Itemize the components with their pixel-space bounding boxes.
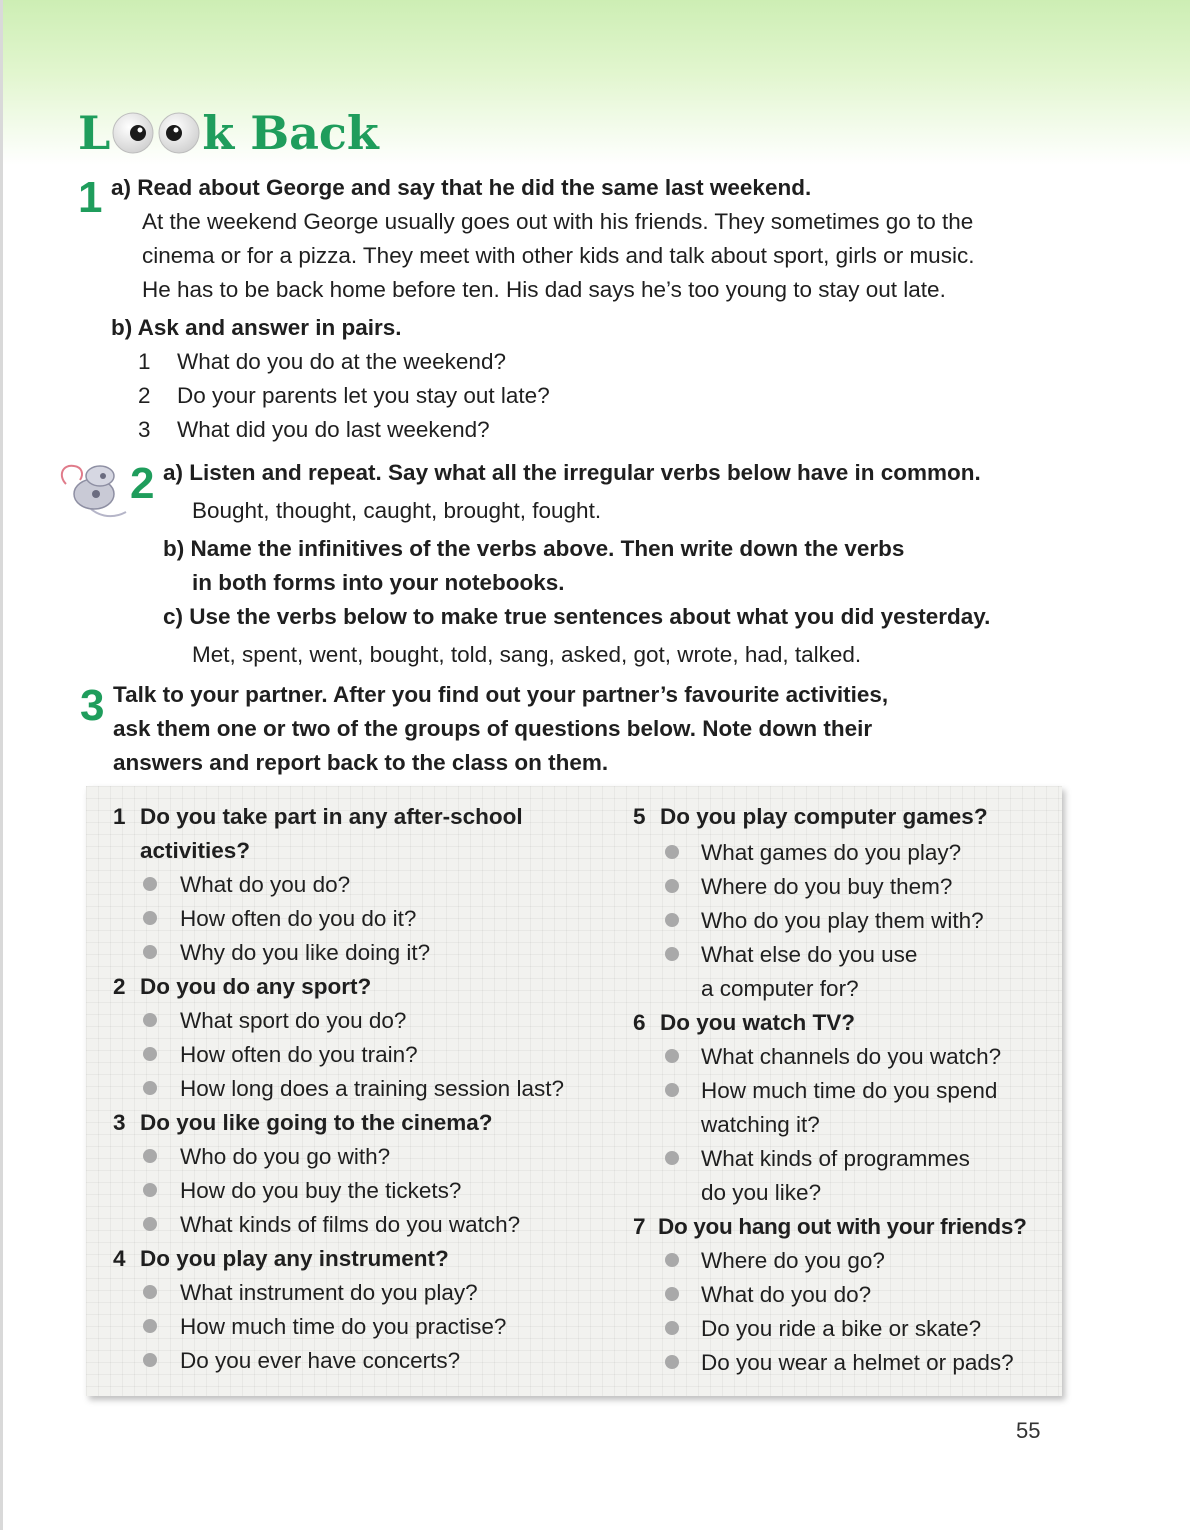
exercise-instruction: answers and report back to the class on them. <box>113 750 609 775</box>
bullet-icon <box>665 1151 679 1165</box>
sub-question: How much time do you practise? <box>180 1314 507 1339</box>
sub-question: How much time do you spend <box>701 1078 998 1103</box>
sub-question: What do you do? <box>701 1282 872 1307</box>
exercise-instruction: in both forms into your notebooks. <box>192 570 565 595</box>
word-list: Bought, thought, caught, brought, fought. <box>192 498 602 523</box>
bullet-icon <box>143 1149 157 1163</box>
sub-question: Who do you play them with? <box>701 908 984 933</box>
sub-question: What do you do? <box>180 872 351 897</box>
bullet-icon <box>665 1355 679 1369</box>
reading-text-line: He has to be back home before ten. His dad says he’s too young to stay out late. <box>142 277 946 302</box>
bullet-icon <box>665 913 679 927</box>
computer-mouse-icon <box>56 454 136 526</box>
sub-question: Where do you buy them? <box>701 874 953 899</box>
question-text: What did you do last weekend? <box>177 417 490 442</box>
group-number: 5 <box>633 804 646 829</box>
group-number: 4 <box>113 1246 126 1271</box>
bullet-icon <box>665 1049 679 1063</box>
exercise-instruction: a) Listen and repeat. Say what all the irregular verbs below have in common. <box>163 460 981 485</box>
bullet-icon <box>143 1183 157 1197</box>
sub-question: What kinds of programmes <box>701 1146 970 1171</box>
question-text: What do you do at the weekend? <box>177 349 506 374</box>
bullet-icon <box>665 1083 679 1097</box>
bullet-icon <box>143 1047 157 1061</box>
bullet-icon <box>143 1319 157 1333</box>
page-edge <box>0 0 3 1530</box>
eye-icon <box>111 111 155 155</box>
bullet-icon <box>665 1253 679 1267</box>
sub-question: Do you ride a bike or skate? <box>701 1316 982 1341</box>
bullet-icon <box>143 1013 157 1027</box>
sub-question: What sport do you do? <box>180 1008 407 1033</box>
question-text: Do your parents let you stay out late? <box>177 383 550 408</box>
exercise-instruction: c) Use the verbs below to make true sentences about what you did yesterday. <box>163 604 991 629</box>
group-question: activities? <box>140 838 251 863</box>
question-number: 2 <box>138 383 151 408</box>
title-end: k Back <box>202 106 379 160</box>
page-title <box>78 102 379 164</box>
sub-question: a computer for? <box>701 976 859 1001</box>
bullet-icon <box>143 945 157 959</box>
reading-text-line: cinema or for a pizza. They meet with other kids and talk about sport, girls or music. <box>142 243 975 268</box>
title-start: L <box>78 106 111 160</box>
group-number: 7 <box>633 1214 646 1239</box>
sub-question: Do you ever have concerts? <box>180 1348 461 1373</box>
bullet-icon <box>665 1287 679 1301</box>
group-question: Do you do any sport? <box>140 974 372 999</box>
bullet-icon <box>665 947 679 961</box>
exercise-instruction: ask them one or two of the groups of questions below. Note down their <box>113 716 873 741</box>
sub-question: What kinds of films do you watch? <box>180 1212 521 1237</box>
sub-question: Where do you go? <box>701 1248 885 1273</box>
bullet-icon <box>143 877 157 891</box>
group-question: Do you hang out with your friends? <box>658 1214 1027 1239</box>
sub-question: How long does a training session last? <box>180 1076 564 1101</box>
bullet-icon <box>143 1353 157 1367</box>
group-question: Do you take part in any after-school <box>140 804 523 829</box>
sub-question: watching it? <box>701 1112 820 1137</box>
group-number: 1 <box>113 804 126 829</box>
group-question: Do you play any instrument? <box>140 1246 449 1271</box>
exercise-number: 2 <box>130 459 155 508</box>
bullet-icon <box>143 1285 157 1299</box>
sub-question: What instrument do you play? <box>180 1280 478 1305</box>
sub-question: What channels do you watch? <box>701 1044 1002 1069</box>
group-number: 3 <box>113 1110 126 1135</box>
exercise-instruction: Talk to your partner. After you find out your partner’s favourite activities, <box>113 682 889 707</box>
bullet-icon <box>143 1217 157 1231</box>
sub-question: Do you wear a helmet or pads? <box>701 1350 1014 1375</box>
reading-text-line: At the weekend George usually goes out with his friends. They sometimes go to the <box>142 209 974 234</box>
eye-icon <box>157 111 201 155</box>
sub-question: How often do you do it? <box>180 906 417 931</box>
page-number: 55 <box>1016 1418 1041 1443</box>
bullet-icon <box>143 911 157 925</box>
question-number: 1 <box>138 349 151 374</box>
word-list: Met, spent, went, bought, told, sang, asked, got, wrote, had, talked. <box>192 642 862 667</box>
bullet-icon <box>665 879 679 893</box>
bullet-icon <box>143 1081 157 1095</box>
group-question: Do you like going to the cinema? <box>140 1110 493 1135</box>
exercise-instruction: b) Ask and answer in pairs. <box>111 315 402 340</box>
sub-question: Who do you go with? <box>180 1144 391 1169</box>
sub-question: How often do you train? <box>180 1042 418 1067</box>
sub-question: do you like? <box>701 1180 822 1205</box>
exercise-instruction: a) Read about George and say that he did the same last weekend. <box>111 175 812 200</box>
sub-question: Why do you like doing it? <box>180 940 431 965</box>
sub-question: How do you buy the tickets? <box>180 1178 462 1203</box>
exercise-number: 1 <box>78 173 103 222</box>
group-number: 2 <box>113 974 126 999</box>
exercise-number: 3 <box>80 681 105 730</box>
bullet-icon <box>665 845 679 859</box>
question-number: 3 <box>138 417 151 442</box>
sub-question: What games do you play? <box>701 840 962 865</box>
group-number: 6 <box>633 1010 646 1035</box>
exercise-instruction: b) Name the infinitives of the verbs above. Then write down the verbs <box>163 536 905 561</box>
sub-question: What else do you use <box>701 942 918 967</box>
bullet-icon <box>665 1321 679 1335</box>
group-question: Do you play computer games? <box>660 804 988 829</box>
group-question: Do you watch TV? <box>660 1010 856 1035</box>
